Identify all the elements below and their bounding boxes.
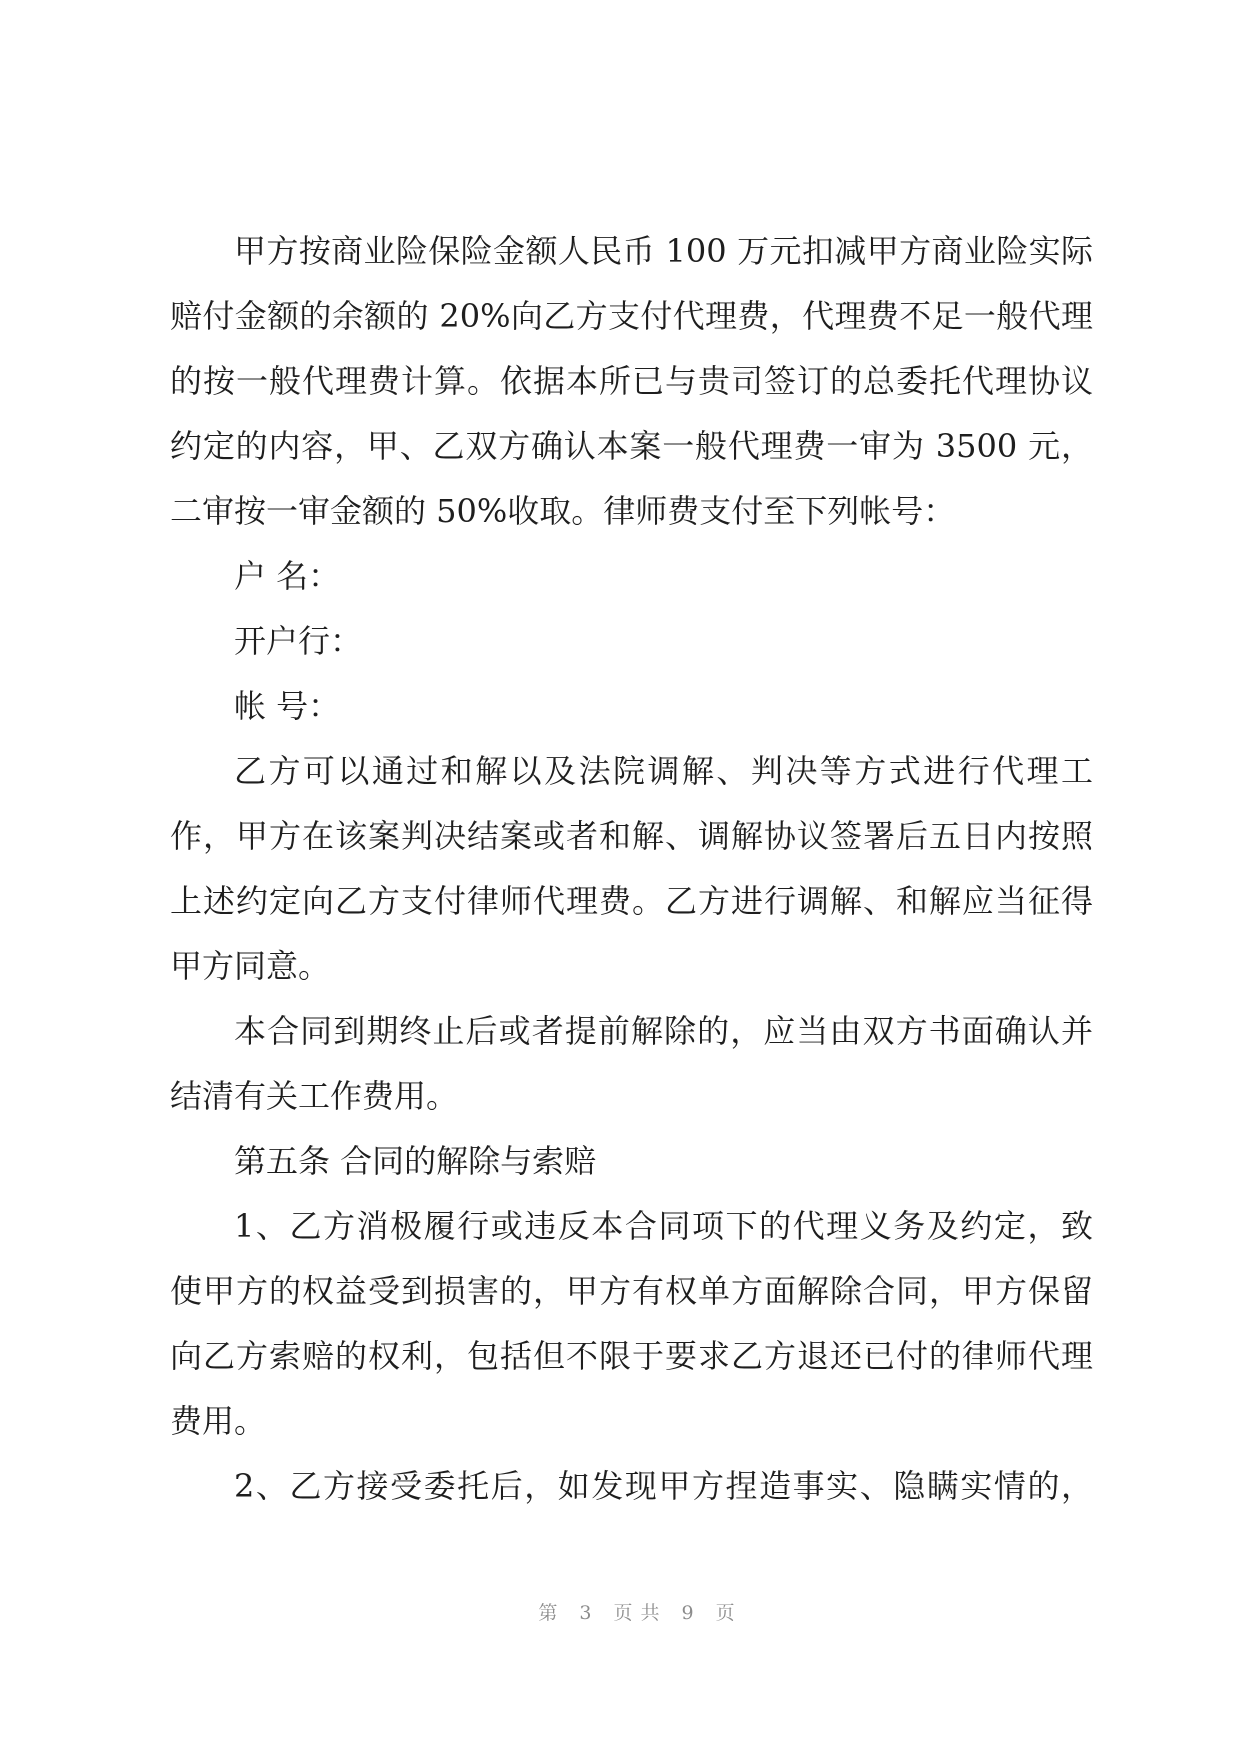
paragraph-line: 1、乙方消极履行或违反本合同项下的代理义务及约定，致 bbox=[234, 1207, 1093, 1245]
paragraph-line: 使甲方的权益受到损害的，甲方有权单方面解除合同，甲方保留 bbox=[170, 1272, 1093, 1310]
paragraph-line: 结清有关工作费用。 bbox=[170, 1077, 459, 1115]
paragraph-line: 向乙方索赔的权利，包括但不限于要求乙方退还已付的律师代理 bbox=[170, 1337, 1093, 1375]
paragraph-line: 作，甲方在该案判决结案或者和解、调解协议签署后五日内按照 bbox=[170, 817, 1093, 855]
section-heading-block bbox=[170, 1129, 1093, 1194]
page-indicator: 第 3 页共 9 页 bbox=[538, 1602, 743, 1624]
account-number-label: 帐 号： bbox=[234, 687, 341, 725]
paragraph-line: 的按一般代理费计算。依据本所已与贵司签订的总委托代理协议 bbox=[170, 362, 1093, 400]
account-fields bbox=[170, 544, 1093, 739]
account-name-label: 户 名： bbox=[234, 557, 341, 595]
paragraph-line: 上述约定向乙方支付律师代理费。乙方进行调解、和解应当征得 bbox=[170, 882, 1093, 920]
paragraph-line: 本合同到期终止后或者提前解除的，应当由双方书面确认并 bbox=[234, 1012, 1093, 1050]
paragraph-line: 赔付金额的余额的 20%向乙方支付代理费，代理费不足一般代理 bbox=[170, 297, 1093, 335]
paragraph-line: 甲方同意。 bbox=[170, 947, 331, 985]
page-footer bbox=[0, 1601, 1241, 1625]
paragraph-line: 甲方按商业险保险金额人民币 100 万元扣减甲方商业险实际 bbox=[234, 232, 1093, 270]
paragraph-line: 二审按一审金额的 50%收取。律师费支付至下列帐号： bbox=[170, 492, 956, 530]
paragraph-line: 约定的内容，甲、乙双方确认本案一般代理费一审为 3500 元， bbox=[170, 427, 1093, 465]
paragraph-line: 乙方可以通过和解以及法院调解、判决等方式进行代理工 bbox=[234, 752, 1093, 790]
paragraph-line: 2、乙方接受委托后，如发现甲方捏造事实、隐瞒实情的， bbox=[234, 1467, 1093, 1505]
paragraph-line: 费用。 bbox=[170, 1402, 267, 1440]
clause-1 bbox=[170, 1194, 1093, 1454]
fee-paragraph bbox=[170, 219, 1093, 544]
clause-2 bbox=[170, 1454, 1093, 1519]
document-body bbox=[170, 219, 1093, 1519]
settlement-paragraph bbox=[170, 739, 1093, 999]
section-heading: 第五条 合同的解除与索赔 bbox=[234, 1142, 597, 1180]
termination-paragraph bbox=[170, 999, 1093, 1129]
bank-label: 开户行： bbox=[234, 622, 363, 660]
